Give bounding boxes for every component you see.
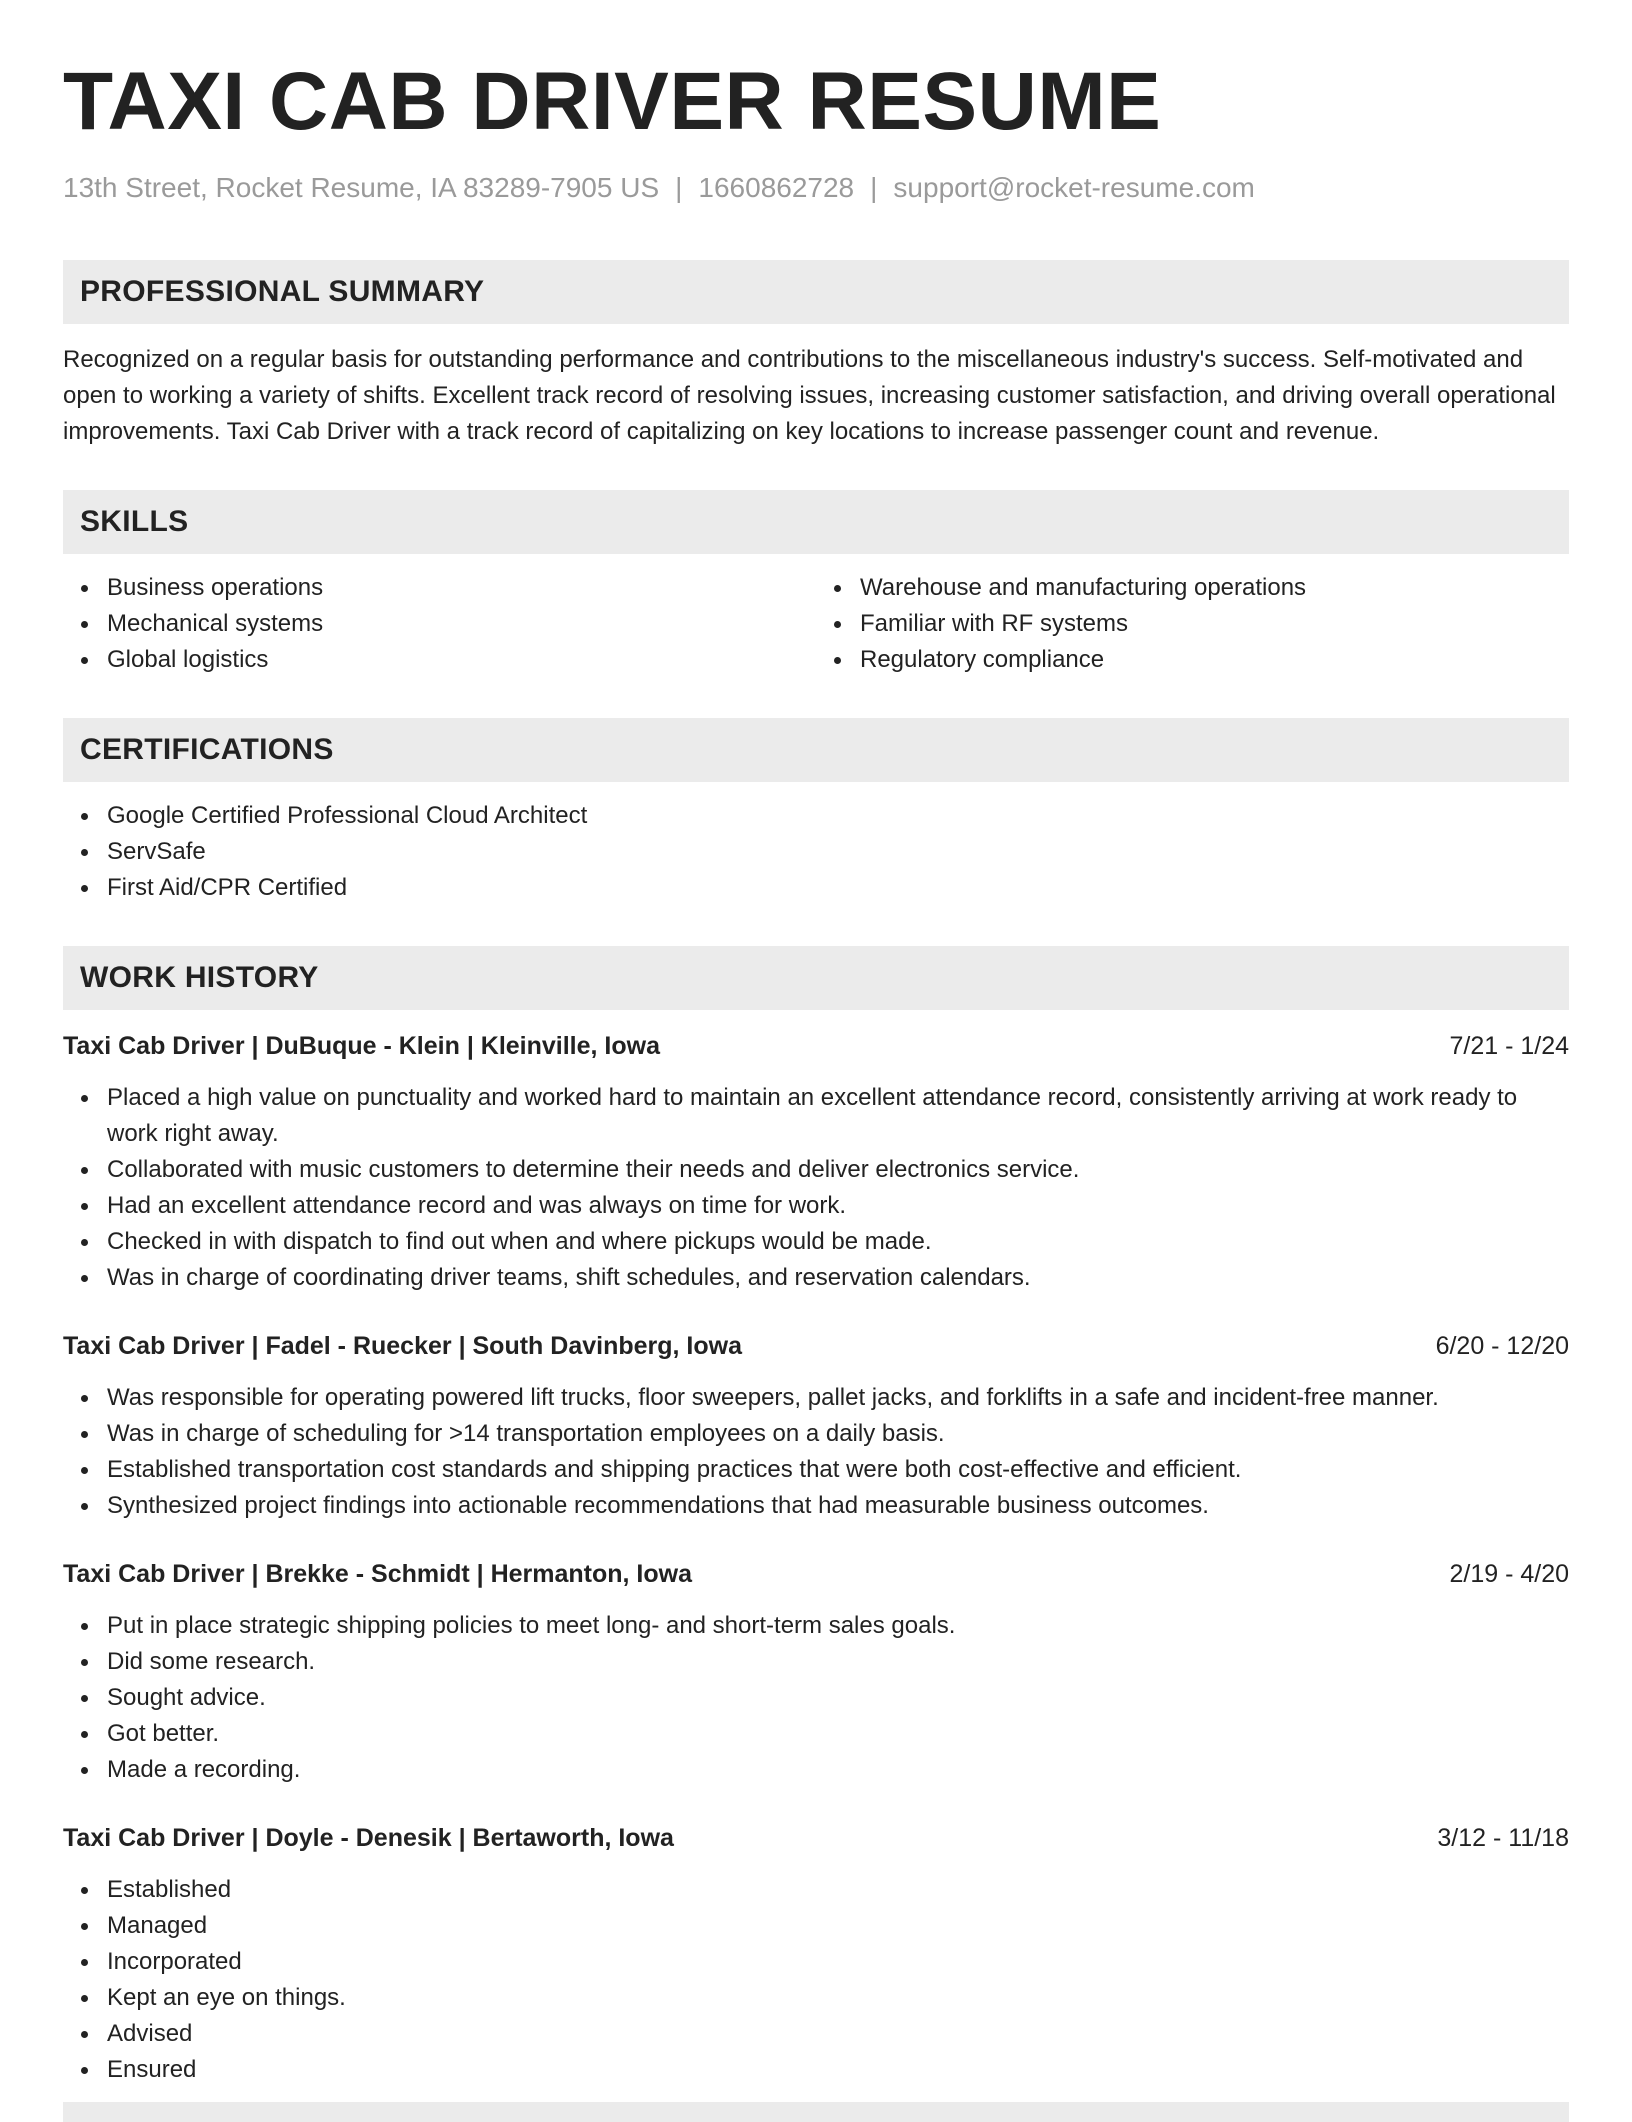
- skill-item: Global logistics: [107, 642, 816, 678]
- contact-separator: |: [870, 172, 878, 203]
- skills-list-left: [63, 570, 816, 678]
- job-bullet: Made a recording.: [107, 1752, 1569, 1788]
- contact-email[interactable]: support@rocket-resume.com: [893, 172, 1255, 203]
- certification-item: ServSafe: [107, 834, 1569, 870]
- skill-item: Regulatory compliance: [860, 642, 1569, 678]
- job-bullet: Put in place strategic shipping policies to meet long- and short-term sales goals.: [107, 1608, 1569, 1644]
- job-dates: 3/12 - 11/18: [1437, 1824, 1569, 1852]
- job-bullet: Sought advice.: [107, 1680, 1569, 1716]
- job-bullet: Had an excellent attendance record and was always on time for work.: [107, 1188, 1569, 1224]
- certification-item: Google Certified Professional Cloud Architect: [107, 798, 1569, 834]
- skill-item: Business operations: [107, 570, 816, 606]
- job-dates: 6/20 - 12/20: [1435, 1332, 1569, 1360]
- work-history-section: [63, 946, 1569, 2088]
- job-entry: [63, 1328, 1569, 1524]
- work-history-heading: WORK HISTORY: [63, 946, 1569, 1010]
- summary-text: Recognized on a regular basis for outstanding performance and contributions to the miscellaneous industry's success. Self-motivated and open to working a variety of shifts. Excellent track record of resolving issues, increasing customer satisfaction, and driving overall operational improvements. Taxi Cab Driver with a track record of capitalizing on key locations to increase passenger count and revenue.: [63, 346, 1556, 445]
- job-header: [63, 1820, 1569, 1856]
- job-bullet: Collaborated with music customers to determine their needs and deliver electronics service.: [107, 1152, 1569, 1188]
- job-title: Taxi Cab Driver | Brekke - Schmidt | Hermanton, Iowa: [63, 1560, 692, 1588]
- certifications-list: [63, 798, 1569, 906]
- next-section-header-edge: [63, 2102, 1569, 2122]
- certification-item: First Aid/CPR Certified: [107, 870, 1569, 906]
- job-bullet: Placed a high value on punctuality and worked hard to maintain an excellent attendance record, consistently arriving at work ready to work right away.: [107, 1080, 1569, 1152]
- summary-section: [63, 260, 1569, 450]
- job-bullet: Did some research.: [107, 1644, 1569, 1680]
- job-dates: 7/21 - 1/24: [1449, 1032, 1569, 1060]
- job-bullets: [63, 1080, 1569, 1296]
- job-bullets: [63, 1380, 1569, 1524]
- job-bullets: [63, 1872, 1569, 2088]
- job-header: [63, 1556, 1569, 1592]
- contact-address: 13th Street, Rocket Resume, IA 83289-7905 US: [63, 172, 660, 203]
- job-bullet: Kept an eye on things.: [107, 1980, 1569, 2016]
- job-entry: [63, 1028, 1569, 1296]
- job-bullet: Synthesized project findings into actionable recommendations that had measurable business outcomes.: [107, 1488, 1569, 1524]
- job-entry: [63, 1556, 1569, 1788]
- summary-heading: PROFESSIONAL SUMMARY: [63, 260, 1569, 324]
- job-header: [63, 1028, 1569, 1064]
- skills-section: [63, 490, 1569, 678]
- job-bullet: Was responsible for operating powered lift trucks, floor sweepers, pallet jacks, and forklifts in a safe and incident-free manner.: [107, 1380, 1569, 1416]
- contact-separator: |: [675, 172, 683, 203]
- job-bullet: Ensured: [107, 2052, 1569, 2088]
- job-bullet: Established: [107, 1872, 1569, 1908]
- skills-list-right: [816, 570, 1569, 678]
- skill-item: Mechanical systems: [107, 606, 816, 642]
- skill-item: Warehouse and manufacturing operations: [860, 570, 1569, 606]
- contact-line: [63, 170, 1569, 206]
- certifications-heading: CERTIFICATIONS: [63, 718, 1569, 782]
- certifications-section: [63, 718, 1569, 906]
- resume-title: TAXI CAB DRIVER RESUME: [63, 56, 1162, 147]
- job-bullet: Established transportation cost standards and shipping practices that were both cost-effective and efficient.: [107, 1452, 1569, 1488]
- job-bullet: Incorporated: [107, 1944, 1569, 1980]
- job-bullets: [63, 1608, 1569, 1788]
- contact-phone: 1660862728: [698, 172, 855, 203]
- job-bullet: Was in charge of coordinating driver teams, shift schedules, and reservation calendars.: [107, 1260, 1569, 1296]
- job-header: [63, 1328, 1569, 1364]
- job-bullet: Checked in with dispatch to find out when and where pickups would be made.: [107, 1224, 1569, 1260]
- skills-grid: [63, 554, 1569, 678]
- skills-heading: SKILLS: [63, 490, 1569, 554]
- job-title: Taxi Cab Driver | Doyle - Denesik | Bertaworth, Iowa: [63, 1824, 674, 1852]
- job-bullet: Got better.: [107, 1716, 1569, 1752]
- job-bullet: Was in charge of scheduling for >14 transportation employees on a daily basis.: [107, 1416, 1569, 1452]
- skill-item: Familiar with RF systems: [860, 606, 1569, 642]
- job-dates: 2/19 - 4/20: [1449, 1560, 1569, 1588]
- job-bullet: Advised: [107, 2016, 1569, 2052]
- job-bullet: Managed: [107, 1908, 1569, 1944]
- job-title: Taxi Cab Driver | DuBuque - Klein | Kleinville, Iowa: [63, 1032, 660, 1060]
- job-title: Taxi Cab Driver | Fadel - Ruecker | South Davinberg, Iowa: [63, 1332, 742, 1360]
- job-entry: [63, 1820, 1569, 2088]
